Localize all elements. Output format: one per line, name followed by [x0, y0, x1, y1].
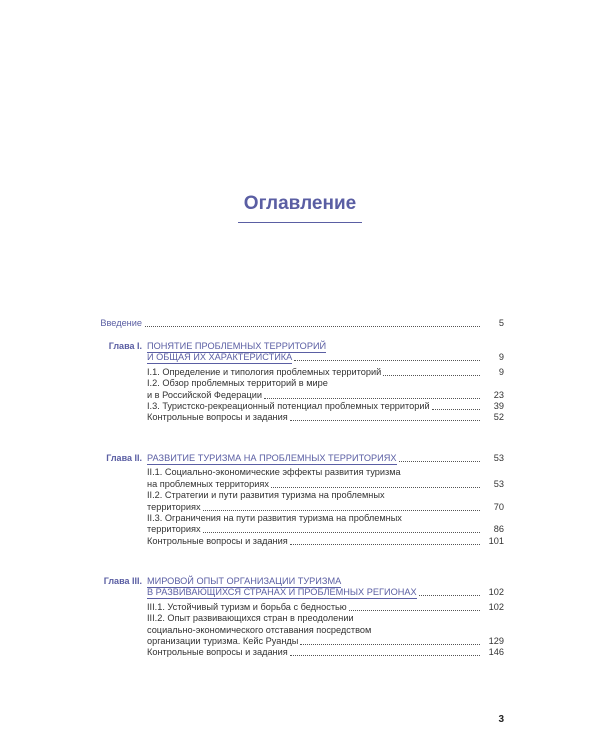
toc-entry-page: 102 [488, 601, 504, 612]
toc-heading: Оглавление [243, 193, 357, 214]
toc-entry-line: II.3. Ограничения на пути развития туризма на проблемных [147, 513, 402, 523]
toc-entry-line: I.2. Обзор проблемных территорий в мире [147, 378, 328, 389]
toc-entry-line: территориях [147, 501, 201, 512]
toc-entry-page: 101 [488, 535, 504, 546]
toc-entry-line: социально-экономического отставания посредством [147, 624, 372, 635]
chapter-leader [294, 360, 480, 361]
toc-entry-line: II.1. Социально-экономические эффекты развития туризма [147, 467, 401, 478]
chapter-page: 53 [493, 453, 504, 463]
intro-page: 5 [498, 318, 504, 328]
toc-entry-leader [300, 644, 480, 645]
chapter-title-underline [147, 464, 397, 465]
toc-entry-line: III.1. Устойчивый туризм и борьба с бедностью [147, 601, 347, 612]
toc-entry-page: 146 [488, 647, 504, 658]
chapter-page: 102 [488, 587, 504, 598]
toc-entry-line: Контрольные вопросы и задания [147, 535, 288, 546]
chapter-label: Глава I. [108, 341, 142, 351]
toc-entry-line: территориях [147, 524, 201, 535]
chapter-title-underline [147, 363, 292, 364]
chapter-leader [399, 461, 481, 462]
toc-entry-page: 23 [493, 389, 504, 400]
toc-entry-page: 9 [498, 366, 504, 377]
chapter-page: 9 [498, 352, 504, 363]
toc-entry-page: 129 [488, 636, 504, 646]
toc-entry-line: на проблемных территориях [147, 478, 269, 489]
chapter-title-line: РАЗВИТИЕ ТУРИЗМА НА ПРОБЛЕМНЫХ ТЕРРИТОРИЯХ [147, 453, 397, 463]
toc-entry-line: I.1. Определение и типология проблемных территорий [147, 366, 382, 377]
toc-entry-page: 70 [493, 501, 504, 512]
toc-entry-line: Контрольные вопросы и задания [147, 412, 288, 423]
heading-underline [238, 222, 362, 223]
toc-entry-page: 39 [493, 401, 504, 411]
toc-entry-page: 53 [493, 478, 504, 489]
toc-entry-page: 86 [493, 524, 504, 535]
toc-entry-leader [383, 375, 480, 376]
toc-entry-leader [432, 409, 480, 410]
intro-label: Введение [100, 318, 142, 328]
chapter-title-line: ПОНЯТИЕ ПРОБЛЕМНЫХ ТЕРРИТОРИЙ [147, 341, 327, 351]
toc-entry-page: 52 [493, 412, 504, 423]
intro-leader [145, 326, 480, 327]
chapter-title-line: МИРОВОЙ ОПЫТ ОРГАНИЗАЦИИ ТУРИЗМА [147, 576, 342, 586]
chapter-title-line: И ОБЩАЯ ИХ ХАРАКТЕРИСТИКА [147, 352, 293, 363]
toc-entry-line: Контрольные вопросы и задания [147, 647, 288, 658]
toc-entry-line: II.2. Стратегии и пути развития туризма на проблемных [147, 490, 385, 501]
toc-entry-line: и в Российской Федерации [147, 389, 263, 400]
toc-entry-leader [203, 532, 480, 533]
toc-entry-leader [203, 510, 480, 511]
toc-entry-line: I.3. Туристско-рекреационный потенциал проблемных территорий [147, 401, 430, 411]
toc-entry-leader [290, 544, 480, 545]
toc-entry-leader [264, 398, 480, 399]
toc-entry-leader [290, 655, 480, 656]
chapter-leader [419, 595, 480, 596]
page-number: 3 [498, 714, 504, 725]
chapter-title-line: В РАЗВИВАЮЩИХСЯ СТРАНАХ И ПРОБЛЕМНЫХ РЕГИОНАХ [147, 587, 417, 598]
toc-entry-leader [290, 420, 480, 421]
chapter-label: Глава II. [106, 453, 142, 463]
toc-entry-line: организации туризма. Кейс Руанды [147, 636, 299, 646]
toc-entry-line: III.2. Опыт развивающихся стран в преодолении [147, 613, 354, 624]
chapter-label: Глава III. [103, 576, 142, 586]
toc-entry-leader [271, 487, 480, 488]
toc-entry-leader [349, 610, 480, 611]
chapter-title-underline [147, 598, 417, 599]
